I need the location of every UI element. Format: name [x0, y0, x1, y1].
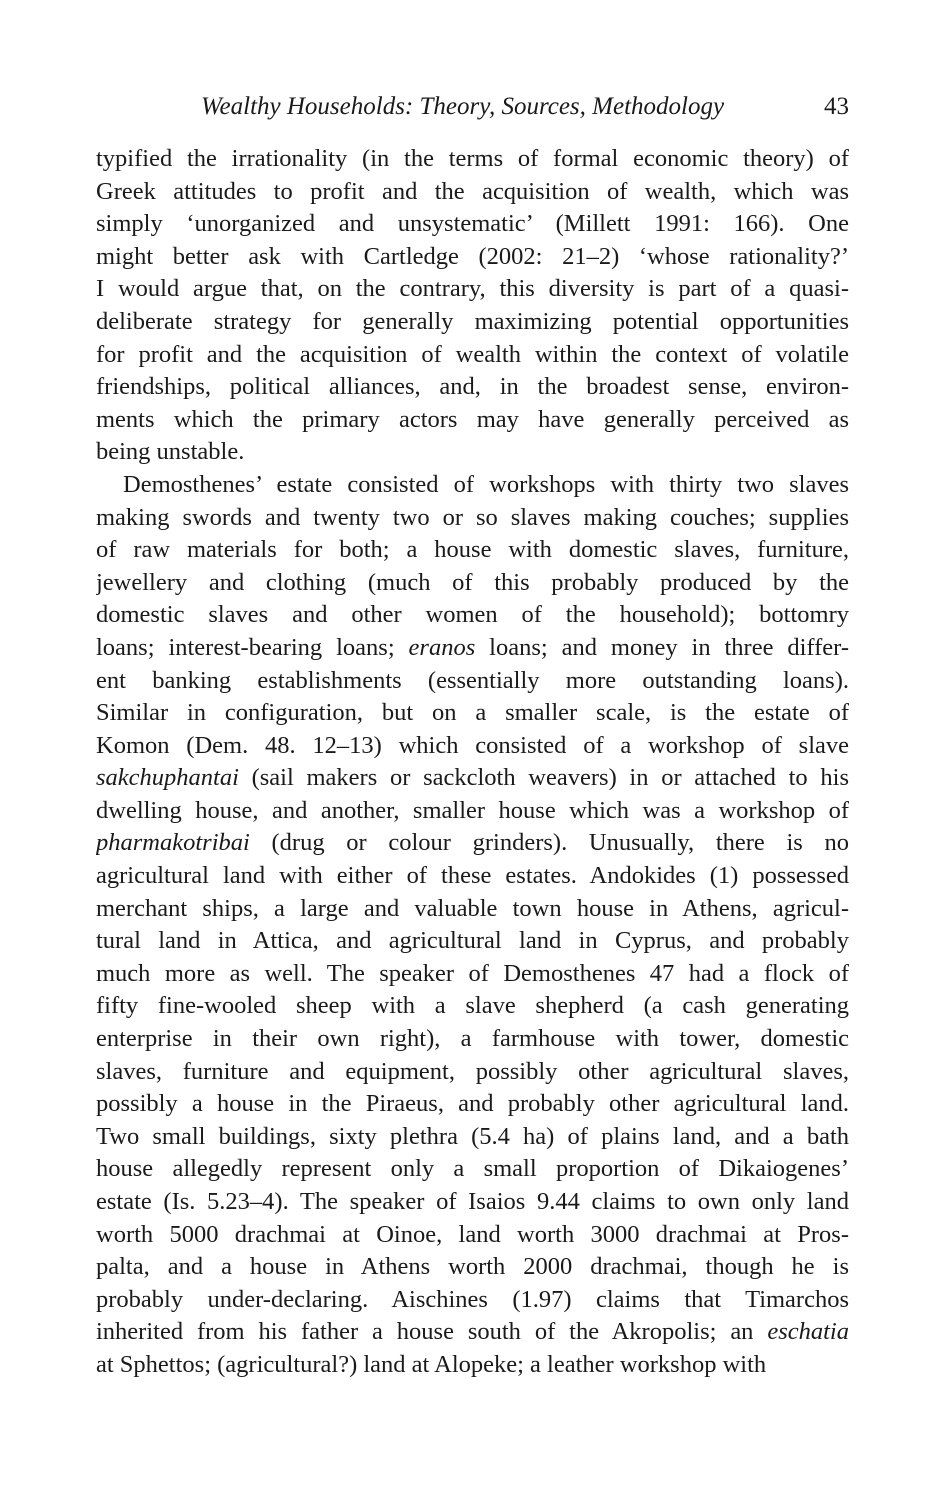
text-line — [96, 502, 849, 535]
text-run: Komon (Dem. 48. 12–13) which consisted of a workshop of slave — [96, 731, 849, 759]
text-run: agricultural land with either of these estates. Andokides (1) possessed — [96, 862, 849, 890]
text-run: ments which the primary actors may have generally perceived as — [96, 405, 849, 433]
text-run: typified the irrationality (in the terms of formal economic theory) of — [96, 145, 849, 172]
text-run: possibly a house in the Piraeus, and probably other agricultural land. — [96, 1090, 849, 1118]
text-run: making swords and twenty two or so slaves making couches; supplies — [96, 503, 849, 531]
italic-term: sakchuphantai — [96, 764, 239, 792]
text-run: loans; and money in three differ- — [475, 633, 849, 661]
text-line — [96, 958, 849, 991]
text-line — [96, 241, 849, 274]
text-run: (drug or colour grinders). Unusually, there is no — [249, 829, 849, 857]
text-line — [96, 1186, 849, 1219]
text-run: deliberate strategy for generally maximizing potential opportunities — [96, 307, 849, 335]
body-text — [96, 143, 849, 1382]
text-line — [96, 730, 849, 763]
paragraph — [96, 143, 849, 469]
text-run: being unstable. — [96, 438, 245, 466]
text-line — [96, 1056, 849, 1089]
text-run: much more as well. The speaker of Demosthenes 47 had a flock of — [96, 959, 849, 987]
text-line — [96, 1251, 849, 1284]
text-line — [96, 827, 849, 860]
text-run: loans; interest-bearing loans; — [96, 633, 409, 661]
text-run: probably under-declaring. Aischines (1.97) claims that Timarchos — [96, 1285, 849, 1313]
italic-term: pharmakotribai — [96, 829, 250, 857]
text-run: palta, and a house in Athens worth 2000 drachmai, though he is — [96, 1253, 849, 1281]
text-run: at Sphettos; (agricultural?) land at Alopeke; a leather workshop with — [96, 1350, 767, 1378]
text-run: worth 5000 drachmai at Oinoe, land worth 3000 drachmai at Pros- — [96, 1220, 849, 1248]
text-run: house allegedly represent only a small proportion of Dikaiogenes’ — [96, 1155, 849, 1183]
text-run: enterprise in their own right), a farmhouse with tower, domestic — [96, 1025, 849, 1053]
text-line — [96, 1219, 849, 1252]
text-line — [96, 404, 849, 437]
text-line — [96, 1088, 849, 1121]
running-title: Wealthy Households: Theory, Sources, Methodology — [201, 93, 725, 120]
text-line — [96, 436, 849, 469]
text-line — [96, 469, 849, 502]
text-line — [96, 534, 849, 567]
text-run: might better ask with Cartledge (2002: 21–2) ‘whose rationality?’ — [96, 242, 849, 270]
text-run: inherited from his father a house south of the Akropolis; an — [96, 1318, 768, 1346]
text-line — [96, 339, 849, 372]
text-line — [96, 665, 849, 698]
page-number: 43 — [824, 93, 849, 120]
text-run: I would argue that, on the contrary, this diversity is part of a quasi- — [96, 275, 849, 303]
text-run: slaves, furniture and equipment, possibly other agricultural slaves, — [96, 1057, 849, 1085]
text-line — [96, 1316, 849, 1349]
text-line — [96, 925, 849, 958]
text-run: simply ‘unorganized and unsystematic’ (Millett 1991: 166). One — [96, 210, 849, 238]
text-run: Greek attitudes to profit and the acquisition of wealth, which was — [96, 177, 849, 205]
text-run: fifty fine-wooled sheep with a slave shepherd (a cash generating — [96, 992, 849, 1020]
text-line — [96, 371, 849, 404]
text-run: dwelling house, and another, smaller house which was a workshop of — [96, 796, 849, 824]
text-line — [96, 1023, 849, 1056]
text-line — [96, 273, 849, 306]
text-line — [96, 990, 849, 1023]
text-line — [96, 1349, 849, 1382]
text-line — [96, 567, 849, 600]
text-run: of raw materials for both; a house with domestic slaves, furniture, — [96, 536, 849, 564]
text-line — [96, 860, 849, 893]
text-line — [96, 697, 849, 730]
text-run: Similar in configuration, but on a smaller scale, is the estate of — [96, 699, 849, 727]
text-run: Two small buildings, sixty plethra (5.4 ha) of plains land, and a bath — [96, 1122, 849, 1150]
running-head — [96, 89, 849, 125]
text-line — [96, 176, 849, 209]
text-line — [96, 762, 849, 795]
text-run: (sail makers or sackcloth weavers) in or attached to his — [238, 764, 849, 792]
text-run: ent banking establishments (essentially more outstanding loans). — [96, 666, 849, 694]
text-run: for profit and the acquisition of wealth within the context of volatile — [96, 340, 849, 368]
italic-term: eranos — [408, 633, 476, 661]
text-line — [96, 143, 849, 176]
text-run: friendships, political alliances, and, in the broadest sense, environ- — [96, 373, 849, 401]
text-line — [96, 599, 849, 632]
paragraph — [96, 469, 849, 1382]
text-line — [96, 306, 849, 339]
text-line — [96, 795, 849, 828]
text-run: tural land in Attica, and agricultural land in Cyprus, and probably — [96, 927, 849, 955]
text-line — [96, 208, 849, 241]
text-line — [96, 1284, 849, 1317]
text-line — [96, 632, 849, 665]
text-line — [96, 893, 849, 926]
text-run: domestic slaves and other women of the household); bottomry — [96, 601, 849, 629]
text-line — [96, 1121, 849, 1154]
text-run: estate (Is. 5.23–4). The speaker of Isaios 9.44 claims to own only land — [96, 1188, 849, 1215]
text-run: merchant ships, a large and valuable town house in Athens, agricul- — [96, 894, 849, 922]
text-run: Demosthenes’ estate consisted of workshops with thirty two slaves — [123, 470, 849, 498]
italic-term: eschatia — [767, 1318, 849, 1346]
text-line — [96, 1153, 849, 1186]
text-run: jewellery and clothing (much of this probably produced by the — [96, 568, 849, 596]
